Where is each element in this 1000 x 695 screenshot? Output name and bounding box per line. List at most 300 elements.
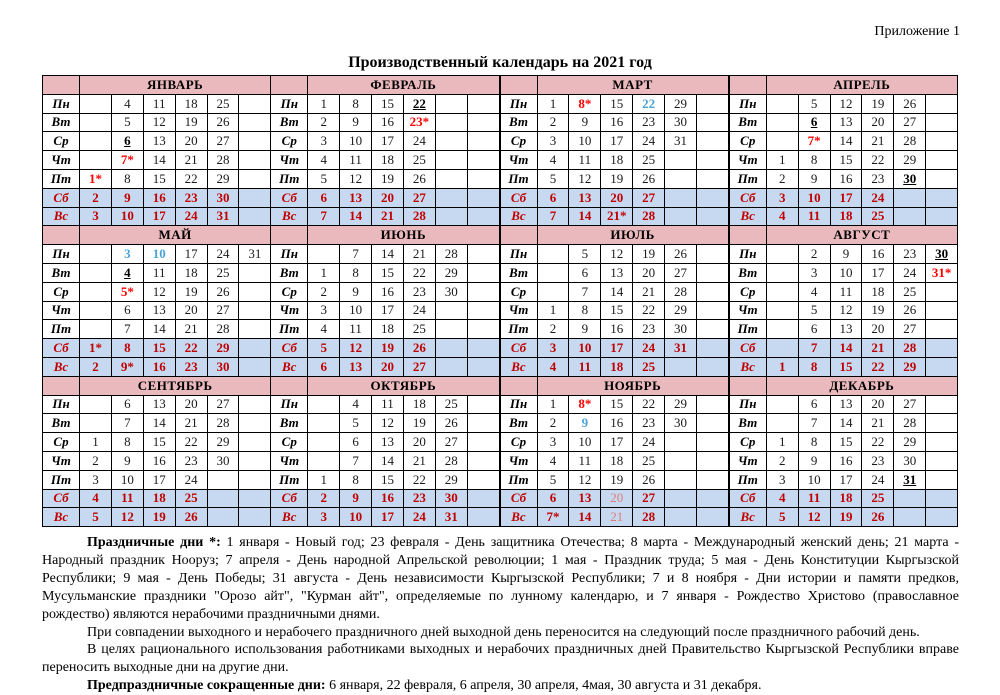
month-name: ФЕВРАЛЬ — [308, 76, 499, 95]
day-cell: 16 — [601, 320, 633, 339]
day-row-вт — [729, 263, 957, 282]
day-label: Пт — [43, 470, 80, 489]
day-cell: 24 — [403, 301, 435, 320]
day-cell: 22 — [862, 433, 894, 452]
day-cell: 19 — [601, 169, 633, 188]
day-row-вс — [500, 508, 728, 527]
empty-cell — [308, 451, 340, 470]
day-cell: 1 — [537, 301, 569, 320]
day-label: Ср — [43, 433, 80, 452]
day-cell: 7* — [798, 132, 830, 151]
day-row-ср — [729, 132, 957, 151]
day-cell: 20 — [862, 320, 894, 339]
day-label: Чт — [500, 301, 537, 320]
day-cell: 9 — [569, 414, 601, 433]
day-cell: 24 — [633, 433, 665, 452]
day-label: Сб — [500, 489, 537, 508]
day-cell: 19 — [403, 414, 435, 433]
empty-cell — [766, 245, 798, 264]
day-cell: 7 — [308, 207, 340, 226]
day-cell: 5 — [80, 508, 112, 527]
day-cell: 16 — [372, 282, 404, 301]
day-cell: 14 — [143, 320, 175, 339]
day-label: Вт — [43, 263, 80, 282]
day-cell: 18 — [175, 263, 207, 282]
day-cell: 18 — [601, 451, 633, 470]
day-cell: 8 — [340, 263, 372, 282]
day-cell: 24 — [862, 470, 894, 489]
day-cell: 3 — [798, 263, 830, 282]
empty-cell — [926, 301, 958, 320]
day-row-чт — [500, 301, 728, 320]
empty-cell — [435, 301, 467, 320]
day-cell: 22 — [175, 339, 207, 358]
day-cell: 10 — [340, 132, 372, 151]
month-july — [500, 225, 729, 376]
day-label: Сб — [43, 339, 80, 358]
empty-cell — [467, 395, 499, 414]
day-label: Пн — [271, 395, 308, 414]
empty-cell — [766, 263, 798, 282]
day-cell: 6 — [798, 113, 830, 132]
day-label: Пн — [271, 94, 308, 113]
empty-cell — [239, 320, 271, 339]
day-label: Пт — [729, 320, 766, 339]
day-label: Вт — [271, 263, 308, 282]
day-label: Чт — [500, 151, 537, 170]
day-cell: 8 — [111, 339, 143, 358]
day-cell: 26 — [403, 339, 435, 358]
day-cell: 11 — [830, 282, 862, 301]
day-cell: 18 — [143, 489, 175, 508]
day-cell: 1 — [308, 470, 340, 489]
month-november — [500, 376, 729, 527]
day-row-вт — [43, 113, 271, 132]
day-cell: 9 — [798, 169, 830, 188]
empty-cell — [665, 489, 697, 508]
day-cell: 19 — [633, 245, 665, 264]
day-cell: 25 — [207, 94, 239, 113]
day-cell: 29 — [665, 395, 697, 414]
day-cell: 3 — [537, 433, 569, 452]
day-cell: 23 — [862, 451, 894, 470]
day-label: Вт — [500, 113, 537, 132]
day-cell: 3 — [308, 508, 340, 527]
empty-cell — [239, 132, 271, 151]
day-cell: 6 — [308, 188, 340, 207]
day-label: Чт — [43, 151, 80, 170]
empty-cell — [435, 320, 467, 339]
empty-cell — [80, 132, 112, 151]
day-row-вс — [43, 357, 271, 376]
day-cell: 1 — [537, 395, 569, 414]
day-cell: 24 — [207, 245, 239, 264]
month-february — [270, 75, 499, 226]
day-cell: 20 — [601, 489, 633, 508]
day-cell: 24 — [633, 132, 665, 151]
day-label: Ср — [500, 282, 537, 301]
day-cell: 12 — [569, 470, 601, 489]
day-cell: 19 — [830, 508, 862, 527]
day-row-пт — [43, 320, 271, 339]
day-cell: 31 — [665, 132, 697, 151]
day-cell: 26 — [207, 282, 239, 301]
day-cell: 14 — [569, 508, 601, 527]
day-cell: 17 — [601, 132, 633, 151]
day-cell: 17 — [175, 245, 207, 264]
day-label: Вт — [729, 414, 766, 433]
day-cell: 29 — [894, 357, 926, 376]
day-cell: 28 — [633, 508, 665, 527]
day-cell: 19 — [175, 282, 207, 301]
day-cell: 4 — [766, 207, 798, 226]
empty-cell — [926, 207, 958, 226]
empty-cell — [435, 151, 467, 170]
day-cell: 11 — [569, 451, 601, 470]
day-cell: 17 — [372, 301, 404, 320]
empty-cell — [80, 245, 112, 264]
day-cell: 22 — [403, 94, 435, 113]
empty-cell — [239, 301, 271, 320]
empty-cell — [467, 188, 499, 207]
day-label: Ср — [729, 433, 766, 452]
empty-cell — [239, 169, 271, 188]
day-cell: 15 — [143, 169, 175, 188]
day-cell: 22 — [862, 357, 894, 376]
month-name: НОЯБРЬ — [537, 376, 728, 395]
day-cell: 1 — [766, 357, 798, 376]
day-cell: 23 — [175, 451, 207, 470]
day-label: Пт — [271, 169, 308, 188]
day-label: Сб — [271, 489, 308, 508]
day-cell: 15 — [143, 339, 175, 358]
day-cell: 20 — [862, 395, 894, 414]
day-cell: 30 — [665, 113, 697, 132]
day-row-ср — [271, 132, 499, 151]
day-cell: 15 — [372, 94, 404, 113]
day-cell: 31 — [665, 339, 697, 358]
day-cell: 30 — [435, 282, 467, 301]
day-cell: 10 — [830, 263, 862, 282]
day-cell: 3 — [80, 207, 112, 226]
day-cell: 7 — [111, 414, 143, 433]
month-header-row — [43, 376, 271, 395]
day-cell: 30 — [665, 414, 697, 433]
empty-cell — [239, 395, 271, 414]
month-name: АВГУСТ — [766, 226, 957, 245]
day-cell: 27 — [435, 433, 467, 452]
day-row-вс — [271, 508, 499, 527]
day-cell: 18 — [403, 395, 435, 414]
day-cell: 22 — [633, 395, 665, 414]
day-cell: 3 — [537, 132, 569, 151]
day-cell: 11 — [798, 207, 830, 226]
empty-cell — [696, 188, 728, 207]
day-cell: 21 — [633, 282, 665, 301]
day-cell: 4 — [111, 94, 143, 113]
day-cell: 1 — [80, 433, 112, 452]
day-label: Чт — [729, 451, 766, 470]
day-row-вт — [271, 113, 499, 132]
day-cell: 26 — [435, 414, 467, 433]
empty-cell — [239, 470, 271, 489]
day-label: Сб — [729, 339, 766, 358]
day-label: Вт — [43, 414, 80, 433]
empty-cell — [435, 132, 467, 151]
day-cell: 5* — [111, 282, 143, 301]
day-cell: 14 — [830, 132, 862, 151]
empty-cell — [207, 508, 239, 527]
day-cell: 6 — [111, 132, 143, 151]
day-cell: 6 — [308, 357, 340, 376]
empty-cell — [207, 489, 239, 508]
empty-cell — [308, 395, 340, 414]
day-cell: 1 — [308, 94, 340, 113]
day-row-чт — [43, 301, 271, 320]
day-cell: 23 — [633, 414, 665, 433]
day-cell: 6 — [111, 301, 143, 320]
day-row-вс — [500, 357, 728, 376]
empty-cell — [239, 151, 271, 170]
day-cell: 10 — [798, 188, 830, 207]
day-cell: 25 — [894, 282, 926, 301]
empty-cell — [926, 113, 958, 132]
day-label: Вт — [729, 113, 766, 132]
day-cell: 19 — [862, 301, 894, 320]
day-cell: 10 — [798, 470, 830, 489]
day-cell: 21 — [175, 151, 207, 170]
empty-cell — [665, 188, 697, 207]
day-label: Пн — [43, 94, 80, 113]
day-label: Ср — [729, 282, 766, 301]
day-cell: 5 — [308, 339, 340, 358]
empty-cell — [894, 207, 926, 226]
empty-cell — [537, 245, 569, 264]
day-cell: 13 — [569, 188, 601, 207]
day-cell: 12 — [340, 169, 372, 188]
day-cell: 15 — [601, 94, 633, 113]
day-label: Сб — [271, 188, 308, 207]
empty-cell — [80, 94, 112, 113]
empty-cell — [239, 282, 271, 301]
day-cell: 8* — [569, 94, 601, 113]
day-cell: 10 — [340, 508, 372, 527]
day-row-вт — [500, 113, 728, 132]
day-row-пн — [500, 245, 728, 264]
empty-cell — [80, 282, 112, 301]
day-cell: 13 — [340, 357, 372, 376]
day-label: Чт — [500, 451, 537, 470]
day-cell: 5 — [766, 508, 798, 527]
month-header-row — [500, 376, 728, 395]
day-cell: 27 — [207, 395, 239, 414]
day-cell: 6 — [569, 263, 601, 282]
day-cell: 13 — [372, 433, 404, 452]
day-cell: 7* — [537, 508, 569, 527]
day-cell: 9 — [340, 113, 372, 132]
day-cell: 20 — [372, 188, 404, 207]
day-cell: 21 — [175, 414, 207, 433]
empty-cell — [467, 113, 499, 132]
day-cell: 13 — [143, 301, 175, 320]
day-cell: 28 — [435, 451, 467, 470]
day-cell: 28 — [435, 245, 467, 264]
day-row-пт — [500, 320, 728, 339]
empty-cell — [239, 94, 271, 113]
day-cell: 17 — [830, 470, 862, 489]
day-row-сб — [271, 188, 499, 207]
empty-cell — [467, 320, 499, 339]
day-cell: 5 — [111, 113, 143, 132]
day-cell: 25 — [435, 395, 467, 414]
day-cell: 17 — [143, 470, 175, 489]
empty-cell — [696, 94, 728, 113]
day-cell: 10 — [569, 132, 601, 151]
day-cell: 22 — [175, 433, 207, 452]
day-cell: 13 — [830, 113, 862, 132]
day-cell: 26 — [175, 508, 207, 527]
corner-cell — [43, 76, 80, 95]
day-row-вс — [729, 207, 957, 226]
day-cell: 31 — [207, 207, 239, 226]
day-cell: 21 — [862, 339, 894, 358]
day-label: Чт — [271, 151, 308, 170]
day-cell: 27 — [665, 263, 697, 282]
day-label: Пт — [729, 470, 766, 489]
day-cell: 24 — [175, 207, 207, 226]
day-cell: 27 — [894, 320, 926, 339]
day-cell: 17 — [601, 339, 633, 358]
day-cell: 29 — [435, 470, 467, 489]
day-cell: 7 — [340, 245, 372, 264]
day-cell: 16 — [143, 451, 175, 470]
day-label: Ср — [500, 132, 537, 151]
day-cell: 26 — [403, 169, 435, 188]
empty-cell — [435, 169, 467, 188]
day-row-пт — [500, 470, 728, 489]
empty-cell — [696, 301, 728, 320]
empty-cell — [766, 94, 798, 113]
empty-cell — [696, 433, 728, 452]
empty-cell — [696, 320, 728, 339]
empty-cell — [696, 245, 728, 264]
day-cell: 21 — [372, 207, 404, 226]
day-label: Пт — [500, 169, 537, 188]
day-row-вт — [271, 414, 499, 433]
day-row-сб — [43, 339, 271, 358]
day-row-вт — [43, 414, 271, 433]
day-label: Чт — [271, 301, 308, 320]
day-cell: 25 — [403, 320, 435, 339]
day-cell: 11 — [340, 151, 372, 170]
day-label: Вс — [500, 357, 537, 376]
day-row-пн — [271, 94, 499, 113]
day-cell: 23 — [862, 169, 894, 188]
day-label: Вс — [271, 207, 308, 226]
day-cell: 31 — [239, 245, 271, 264]
empty-cell — [435, 94, 467, 113]
day-row-сб — [500, 188, 728, 207]
day-cell: 10 — [569, 433, 601, 452]
day-cell: 15 — [830, 357, 862, 376]
day-cell: 18 — [862, 282, 894, 301]
empty-cell — [80, 263, 112, 282]
day-cell: 6 — [340, 433, 372, 452]
day-cell: 28 — [665, 282, 697, 301]
day-cell: 17 — [143, 207, 175, 226]
empty-cell — [467, 339, 499, 358]
empty-cell — [239, 339, 271, 358]
corner-cell — [500, 376, 537, 395]
day-cell: 25 — [633, 451, 665, 470]
empty-cell — [696, 395, 728, 414]
empty-cell — [239, 113, 271, 132]
empty-cell — [207, 470, 239, 489]
empty-cell — [696, 451, 728, 470]
day-cell: 22 — [862, 151, 894, 170]
empty-cell — [696, 282, 728, 301]
day-row-вт — [500, 263, 728, 282]
day-row-вс — [729, 508, 957, 527]
day-row-пт — [43, 470, 271, 489]
day-cell: 2 — [80, 451, 112, 470]
day-label: Вс — [500, 207, 537, 226]
day-cell: 29 — [894, 433, 926, 452]
day-cell: 18 — [372, 151, 404, 170]
day-cell: 14 — [569, 207, 601, 226]
day-cell: 9 — [569, 113, 601, 132]
day-cell: 31 — [894, 470, 926, 489]
corner-cell — [500, 226, 537, 245]
day-cell: 8 — [569, 301, 601, 320]
day-row-вт — [500, 414, 728, 433]
day-row-ср — [729, 282, 957, 301]
day-cell: 21* — [601, 207, 633, 226]
empty-cell — [80, 395, 112, 414]
empty-cell — [696, 263, 728, 282]
day-cell: 22 — [175, 169, 207, 188]
day-cell: 7 — [569, 282, 601, 301]
day-cell: 10 — [111, 470, 143, 489]
empty-cell — [665, 451, 697, 470]
day-cell: 29 — [665, 94, 697, 113]
day-cell: 27 — [207, 132, 239, 151]
day-cell: 4 — [537, 151, 569, 170]
empty-cell — [926, 414, 958, 433]
day-cell: 29 — [435, 263, 467, 282]
day-cell: 9 — [830, 245, 862, 264]
day-cell: 18 — [830, 489, 862, 508]
day-row-пт — [43, 169, 271, 188]
day-cell: 14 — [372, 245, 404, 264]
day-row-пт — [271, 470, 499, 489]
day-cell: 4 — [766, 489, 798, 508]
month-december — [729, 376, 958, 527]
empty-cell — [696, 414, 728, 433]
notes-section — [42, 534, 959, 695]
corner-cell — [43, 226, 80, 245]
day-label: Вс — [729, 357, 766, 376]
empty-cell — [696, 207, 728, 226]
day-cell: 4 — [340, 395, 372, 414]
corner-cell — [271, 76, 308, 95]
day-cell: 16 — [830, 451, 862, 470]
note-shortened-days-lead: Предпраздничные сокращенные дни: — [87, 678, 326, 694]
day-cell: 20 — [403, 433, 435, 452]
empty-cell — [926, 282, 958, 301]
day-cell: 21 — [403, 451, 435, 470]
day-row-сб — [271, 489, 499, 508]
